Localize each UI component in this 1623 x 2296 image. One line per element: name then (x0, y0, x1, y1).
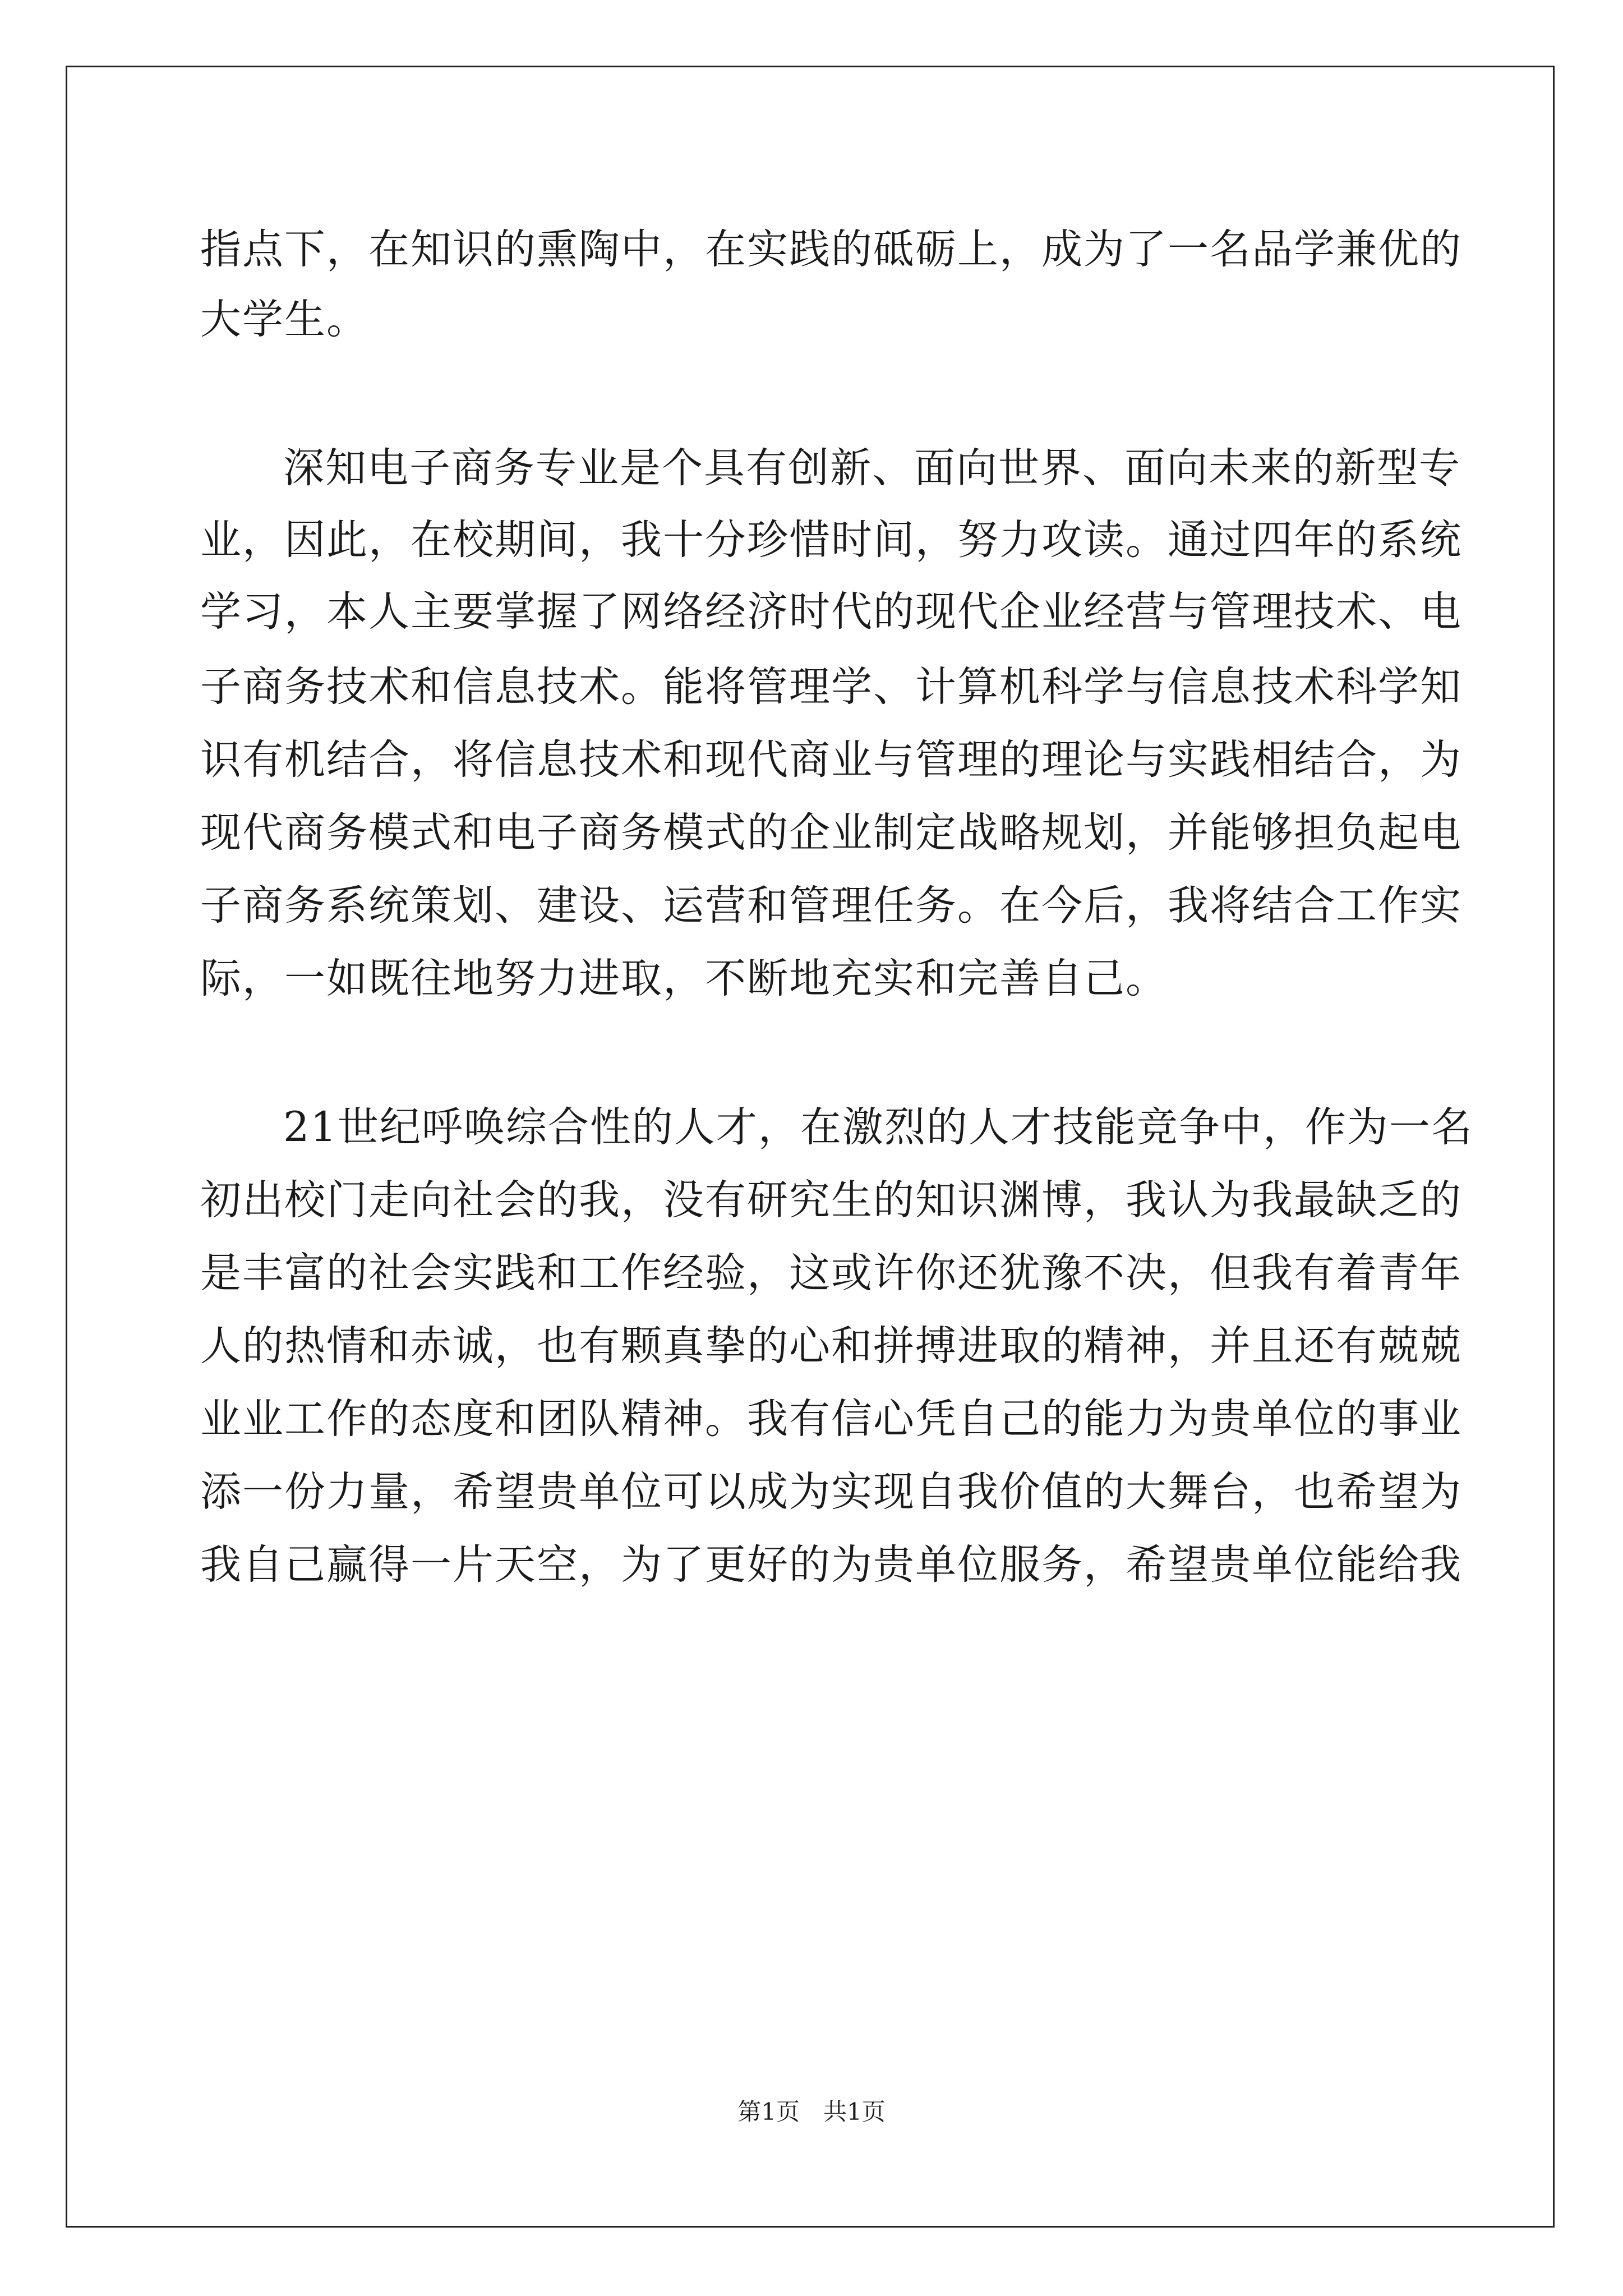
text-line: 识有机结合，将信息技术和现代商业与管理的理论与实践相结合，为 (200, 736, 1462, 784)
text-line: 人的热情和赤诚，也有颗真挚的心和拼搏进取的精神，并且还有兢兢 (200, 1322, 1462, 1370)
text-line: 子商务系统策划、建设、运营和管理任务。在今后，我将结合工作实 (200, 882, 1462, 930)
text-line: 大学生。 (200, 296, 368, 343)
text-line: 学习，本人主要掌握了网络经济时代的现代企业经营与管理技术、电 (200, 588, 1462, 636)
text-line: 初出校门走向社会的我，没有研究生的知识渊博，我认为我最缺乏的 (200, 1176, 1462, 1224)
text-line: 21世纪呼唤综合性的人才，在激烈的人才技能竞争中，作为一名 (283, 1103, 1473, 1151)
text-line: 际，一如既往地努力进取，不断地充实和完善自己。 (200, 955, 1168, 1002)
page-number-footer: 第1页 共1页 (737, 2098, 886, 2125)
text-line: 业业工作的态度和团队精神。我有信心凭自己的能力为贵单位的事业 (200, 1395, 1462, 1443)
text-line: 现代商务模式和电子商务模式的企业制定战略规划，并能够担负起电 (200, 809, 1462, 857)
text-line: 是丰富的社会实践和工作经验，这或许你还犹豫不决，但我有着青年 (200, 1249, 1462, 1297)
text-line: 子商务技术和信息技术。能将管理学、计算机科学与信息技术科学知 (200, 663, 1462, 711)
text-line: 我自己赢得一片天空，为了更好的为贵单位服务，希望贵单位能给我 (200, 1541, 1462, 1589)
text-line: 添一份力量，希望贵单位可以成为实现自我价值的大舞台，也希望为 (200, 1468, 1462, 1516)
text-line: 业，因此，在校期间，我十分珍惜时间，努力攻读。通过四年的系统 (200, 516, 1462, 564)
text-line: 深知电子商务专业是个具有创新、面向世界、面向未来的新型专 (283, 444, 1461, 492)
text-line: 指点下，在知识的熏陶中，在实践的砥砺上，成为了一名品学兼优的 (200, 226, 1462, 273)
